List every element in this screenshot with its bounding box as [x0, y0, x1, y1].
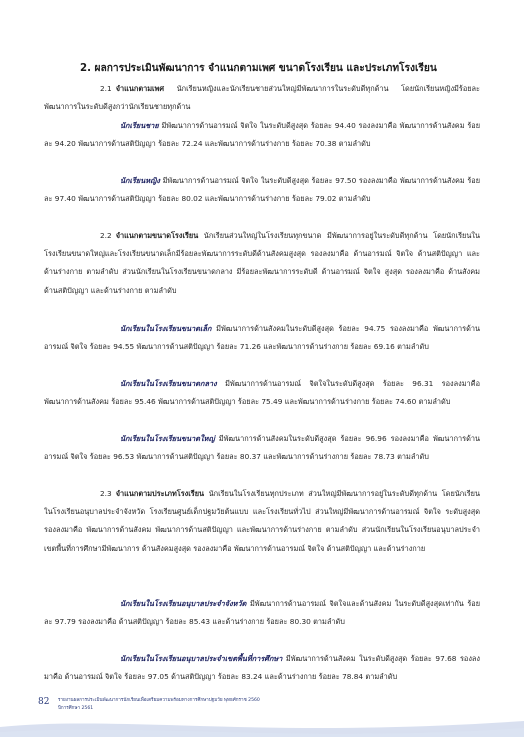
paragraph-small-school — [44, 320, 480, 356]
footer-academic-year: ปีการศึกษา 2561 — [58, 706, 94, 711]
paragraph-boys — [44, 117, 480, 153]
section-number: 2.3 — [100, 489, 112, 498]
paragraph-text: มีพัฒนาการด้านอารมณ์ จิตใจ ในระดับดีสูงสุด ร้อยละ 94.40 รองลงมาคือ พัฒนาการด้านสังคม ร้อยละ 94.20 พัฒนาการด้านสติปัญญา ร้อยละ 72.24 และพัฒนาการด้านร่างกาย ร้อยละ 70.38 ตามลำดับ — [44, 121, 480, 149]
paragraph-2-2 — [44, 227, 480, 300]
emphasis-label: นักเรียนในโรงเรียนอนุบาลประจำเขตพื้นที่การศึกษา — [120, 654, 283, 663]
footer-report-title: รายงานผลการประเมินพัฒนาการนักเรียนเพื่อเตรียมความพร้อมทางการศึกษาปฐมวัย พุทธศักราช 2560 — [58, 698, 260, 703]
page-number: 82 — [38, 697, 50, 707]
paragraph-2-3 — [44, 485, 480, 558]
emphasis-label: นักเรียนในโรงเรียนขนาดใหญ่ — [120, 434, 215, 443]
paragraph-large-school — [44, 430, 480, 466]
section-label: จำแนกตามขนาดโรงเรียน — [115, 231, 199, 240]
footer-wave-decoration — [0, 713, 524, 737]
paragraph-text: นักเรียนหญิงและนักเรียนชายส่วนใหญ่มีพัฒนาการในระดับดีทุกด้าน โดยนักเรียนหญิงมีร้อยละพัฒนาการในระดับดีสูงกว่านักเรียนชายทุกด้าน — [44, 84, 480, 112]
paragraph-medium-school — [44, 375, 480, 411]
paragraph-text: มีพัฒนาการด้านอารมณ์ จิตใจ ในระดับดีสูงสุด ร้อยละ 97.50 รองลงมาคือ พัฒนาการด้านสังคม ร้อยละ 97.40 พัฒนาการด้านสติปัญญา ร้อยละ 80.02 และพัฒนาการด้านร่างกาย ร้อยละ 79.02 ตามลำดับ — [44, 176, 480, 204]
emphasis-label: นักเรียนในโรงเรียนขนาดกลาง — [120, 379, 217, 388]
paragraph-text: นักเรียนส่วนใหญ่ในโรงเรียนทุกขนาด มีพัฒนาการอยู่ในระดับดีทุกด้าน โดยนักเรียนในโรงเรียนขนาดใหญ่และโรงเรียนขนาดเล็กมีร้อยละพัฒนาการระดับดีด้านสังคมสูงสุด รองลงมาคือ ด้านอารมณ์ จิตใจ ด้านสติปัญญา และด้านร่างกาย ตามลำดับ ส่วนนักเรียนในโรงเรียนขนาดกลาง มีร้อยละพัฒนาการระดับดี ด้านอารมณ์ จิตใจ สูงสุด รองลงมาคือ ด้านสังคม ด้านสติปัญญา และด้านร่างกาย ตามลำดับ — [44, 231, 480, 295]
section-heading: 2. ผลการประเมินพัฒนาการ จำแนกตามเพศ ขนาดโรงเรียน และประเภทโรงเรียน — [80, 63, 437, 74]
section-number: 2.2 — [100, 231, 112, 240]
paragraph-text: มีพัฒนาการด้านสังคมในระดับดีสูงสุด ร้อยละ 96.96 รองลงมาคือ พัฒนาการด้านอารมณ์ จิตใจ ร้อยละ 96.53 พัฒนาการด้านสติปัญญา ร้อยละ 80.37 และพัฒนาการด้านร่างกาย ร้อยละ 78.73 ตามลำดับ — [44, 434, 480, 462]
section-number: 2.1 — [100, 84, 112, 93]
paragraph-text: มีพัฒนาการด้านสังคม ในระดับดีสูงสุด ร้อยละ 97.68 รองลงมาคือ ด้านอารมณ์ จิตใจ ร้อยละ 97.05 ด้านสติปัญญา ร้อยละ 83.24 และด้านร่างกาย ร้อยละ 78.84 ตามลำดับ — [44, 654, 480, 682]
paragraph-2-1 — [44, 80, 480, 116]
emphasis-label: นักเรียนในโรงเรียนขนาดเล็ก — [120, 324, 212, 333]
paragraph-text: มีพัฒนาการด้านสังคมในระดับดีสูงสุด ร้อยละ 94.75 รองลงมาคือ พัฒนาการด้านอารมณ์ จิตใจ ร้อยละ 94.55 พัฒนาการด้านสติปัญญา ร้อยละ 71.26 และพัฒนาการด้านร่างกาย ร้อยละ 69.16 ตามลำดับ — [44, 324, 480, 352]
section-label: จำแนกตามประเภทโรงเรียน — [115, 489, 205, 498]
emphasis-label: นักเรียนชาย — [120, 121, 159, 130]
emphasis-label: นักเรียนหญิง — [120, 176, 160, 185]
paragraph-provincial-school — [44, 595, 480, 631]
paragraph-text: มีพัฒนาการด้านอารมณ์ จิตใจและด้านสังคม ในระดับดีสูงสุดเท่ากัน ร้อยละ 97.79 รองลงมาคือ ด้านสติปัญญา ร้อยละ 85.43 และด้านร่างกาย ร้อยละ 80.30 ตามลำดับ — [44, 599, 480, 627]
paragraph-girls — [44, 172, 480, 208]
section-label: จำแนกตามเพศ — [115, 84, 165, 93]
paragraph-text: มีพัฒนาการด้านอารมณ์ จิตใจในระดับดีสูงสุด ร้อยละ 96.31 รองลงมาคือ พัฒนาการด้านสังคม ร้อยละ 95.46 พัฒนาการด้านสติปัญญา ร้อยละ 75.49 และพัฒนาการด้านร่างกาย ร้อยละ 74.60 ตามลำดับ — [44, 379, 480, 407]
emphasis-label: นักเรียนในโรงเรียนอนุบาลประจำจังหวัด — [120, 599, 247, 608]
paragraph-text: นักเรียนในโรงเรียนทุกประเภท ส่วนใหญ่มีพัฒนาการอยู่ในระดับดีทุกด้าน โดยนักเรียนในโรงเรียนอนุบาลประจำจังหวัด โรงเรียนศูนย์เด็กปฐมวัยต้นแบบ และโรงเรียนทั่วไป ส่วนใหญ่มีพัฒนาการด้านอารมณ์ จิตใจ ระดับสูงสุด รองลงมาคือ พัฒนาการด้านสังคม พัฒนาการด้านสติปัญญา และพัฒนาการด้านร่างกาย ตามลำดับ ส่วนนักเรียนในโรงเรียนอนุบาลประจำเขตพื้นที่การศึกษามีพัฒนาการ ด้านสังคมสูงสุด รองลงมาคือ พัฒนาการด้านอารมณ์ จิตใจ ด้านสติปัญญา และด้านร่างกาย — [44, 489, 480, 553]
paragraph-area-school — [44, 650, 480, 686]
